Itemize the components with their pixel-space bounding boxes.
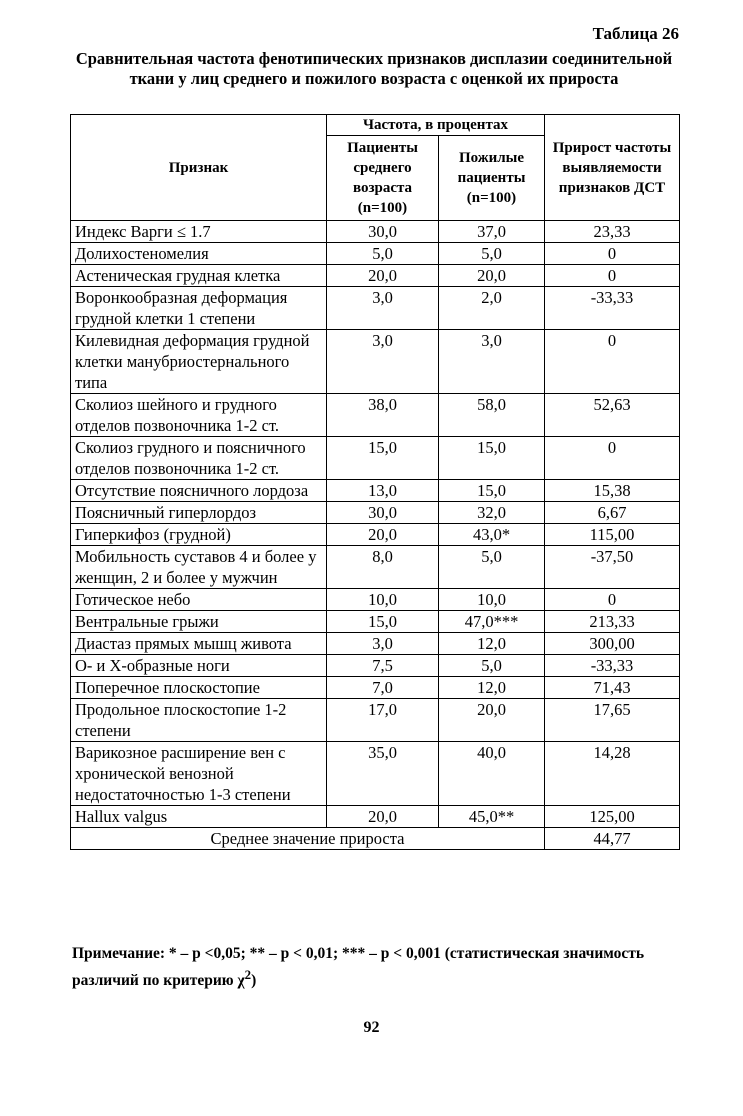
table-row — [71, 742, 680, 806]
table-row — [71, 589, 680, 611]
row-growth: -33,33 — [545, 287, 680, 330]
row-feature: Диастаз прямых мышц живота — [71, 633, 327, 655]
table-row — [71, 806, 680, 828]
table-row — [71, 611, 680, 633]
row-growth: 71,43 — [545, 677, 680, 699]
row-growth: 14,28 — [545, 742, 680, 806]
row-growth: 52,63 — [545, 394, 680, 437]
row-feature: Поперечное плоскостопие — [71, 677, 327, 699]
header-middle-age: Пациенты среднего возраста (n=100) — [327, 136, 439, 221]
table-row — [71, 502, 680, 524]
footnote — [72, 943, 678, 991]
table-row — [71, 394, 680, 437]
row-growth: 125,00 — [545, 806, 680, 828]
row-middle-age: 15,0 — [327, 611, 439, 633]
row-feature: Готическое небо — [71, 589, 327, 611]
row-elderly: 5,0 — [439, 243, 545, 265]
row-elderly: 2,0 — [439, 287, 545, 330]
row-feature: Hallux valgus — [71, 806, 327, 828]
table-row — [71, 633, 680, 655]
footnote-suffix: ) — [251, 972, 257, 990]
header-row-1 — [71, 115, 680, 136]
row-elderly: 45,0** — [439, 806, 545, 828]
row-growth: 300,00 — [545, 633, 680, 655]
table-number: Таблица 26 — [592, 24, 679, 43]
table-row — [71, 221, 680, 243]
row-feature: Долихостеномелия — [71, 243, 327, 265]
row-elderly: 15,0 — [439, 480, 545, 502]
row-feature: Вентральные грыжи — [71, 611, 327, 633]
table-row — [71, 655, 680, 677]
average-label: Среднее значение прироста — [71, 828, 545, 850]
row-middle-age: 17,0 — [327, 699, 439, 742]
row-middle-age: 3,0 — [327, 330, 439, 394]
row-elderly: 20,0 — [439, 699, 545, 742]
header-feature: Признак — [71, 115, 327, 221]
table-row — [71, 677, 680, 699]
row-feature: Отсутствие поясничного лордоза — [71, 480, 327, 502]
row-growth: 17,65 — [545, 699, 680, 742]
row-feature: Астеническая грудная клетка — [71, 265, 327, 287]
row-elderly: 37,0 — [439, 221, 545, 243]
header-elderly: Пожилые пациенты (n=100) — [439, 136, 545, 221]
row-middle-age: 7,0 — [327, 677, 439, 699]
row-middle-age: 35,0 — [327, 742, 439, 806]
row-middle-age: 20,0 — [327, 524, 439, 546]
row-feature: Килевидная деформация грудной клетки манубриостернального типа — [71, 330, 327, 394]
row-growth: 0 — [545, 265, 680, 287]
row-feature: Индекс Варги ≤ 1.7 — [71, 221, 327, 243]
row-elderly: 12,0 — [439, 633, 545, 655]
row-growth: 23,33 — [545, 221, 680, 243]
row-feature: Продольное плоскостопие 1-2 степени — [71, 699, 327, 742]
table-body — [71, 221, 680, 828]
table-row — [71, 330, 680, 394]
row-growth: 6,67 — [545, 502, 680, 524]
row-growth: 115,00 — [545, 524, 680, 546]
row-middle-age: 20,0 — [327, 806, 439, 828]
row-growth: 0 — [545, 437, 680, 480]
row-elderly: 32,0 — [439, 502, 545, 524]
row-feature: Варикозное расширение вен с хронической венозной недостаточностью 1-3 степени — [71, 742, 327, 806]
row-elderly: 58,0 — [439, 394, 545, 437]
row-elderly: 10,0 — [439, 589, 545, 611]
table-row — [71, 480, 680, 502]
row-growth: 0 — [545, 330, 680, 394]
row-middle-age: 5,0 — [327, 243, 439, 265]
row-middle-age: 30,0 — [327, 221, 439, 243]
row-feature: О- и Х-образные ноги — [71, 655, 327, 677]
row-feature: Сколиоз шейного и грудного отделов позвоночника 1-2 ст. — [71, 394, 327, 437]
footnote-text: Примечание: * – p <0,05; ** – p < 0,01; *** – p < 0,001 (статистическая значимость различий по критерию χ — [72, 945, 645, 990]
row-middle-age: 15,0 — [327, 437, 439, 480]
header-frequency: Частота, в процентах — [327, 115, 545, 136]
row-middle-age: 10,0 — [327, 589, 439, 611]
row-elderly: 5,0 — [439, 655, 545, 677]
row-feature: Воронкообразная деформация грудной клетки 1 степени — [71, 287, 327, 330]
row-middle-age: 38,0 — [327, 394, 439, 437]
row-elderly: 43,0* — [439, 524, 545, 546]
header-growth: Прирост частоты выявляемости признаков ДСТ — [545, 115, 680, 221]
row-elderly: 40,0 — [439, 742, 545, 806]
row-middle-age: 3,0 — [327, 633, 439, 655]
row-growth: 0 — [545, 589, 680, 611]
table-row — [71, 287, 680, 330]
row-middle-age: 13,0 — [327, 480, 439, 502]
table-row — [71, 243, 680, 265]
row-growth: 213,33 — [545, 611, 680, 633]
table-row — [71, 699, 680, 742]
row-growth: -33,33 — [545, 655, 680, 677]
table-row — [71, 524, 680, 546]
table-row — [71, 265, 680, 287]
row-middle-age: 20,0 — [327, 265, 439, 287]
footnote-superscript: 2 — [244, 967, 252, 982]
row-elderly: 15,0 — [439, 437, 545, 480]
data-table — [70, 114, 680, 850]
row-feature: Сколиоз грудного и поясничного отделов позвоночника 1-2 ст. — [71, 437, 327, 480]
row-elderly: 12,0 — [439, 677, 545, 699]
row-middle-age: 3,0 — [327, 287, 439, 330]
row-middle-age: 30,0 — [327, 502, 439, 524]
row-feature: Поясничный гиперлордоз — [71, 502, 327, 524]
row-elderly: 3,0 — [439, 330, 545, 394]
row-elderly: 20,0 — [439, 265, 545, 287]
table-row — [71, 437, 680, 480]
table-row — [71, 546, 680, 589]
row-growth: 15,38 — [545, 480, 680, 502]
row-elderly: 5,0 — [439, 546, 545, 589]
average-row — [71, 828, 680, 850]
row-growth: 0 — [545, 243, 680, 265]
row-middle-age: 8,0 — [327, 546, 439, 589]
row-growth: -37,50 — [545, 546, 680, 589]
row-elderly: 47,0*** — [439, 611, 545, 633]
row-feature: Мобильность суставов 4 и более у женщин, 2 и более у мужчин — [71, 546, 327, 589]
table-caption: Сравнительная частота фенотипических признаков дисплазии соединительной ткани у лиц среднего и пожилого возраста с оценкой их прироста — [75, 49, 673, 88]
page-number: 92 — [363, 1019, 380, 1036]
row-middle-age: 7,5 — [327, 655, 439, 677]
row-feature: Гиперкифоз (грудной) — [71, 524, 327, 546]
average-value: 44,77 — [545, 828, 680, 850]
